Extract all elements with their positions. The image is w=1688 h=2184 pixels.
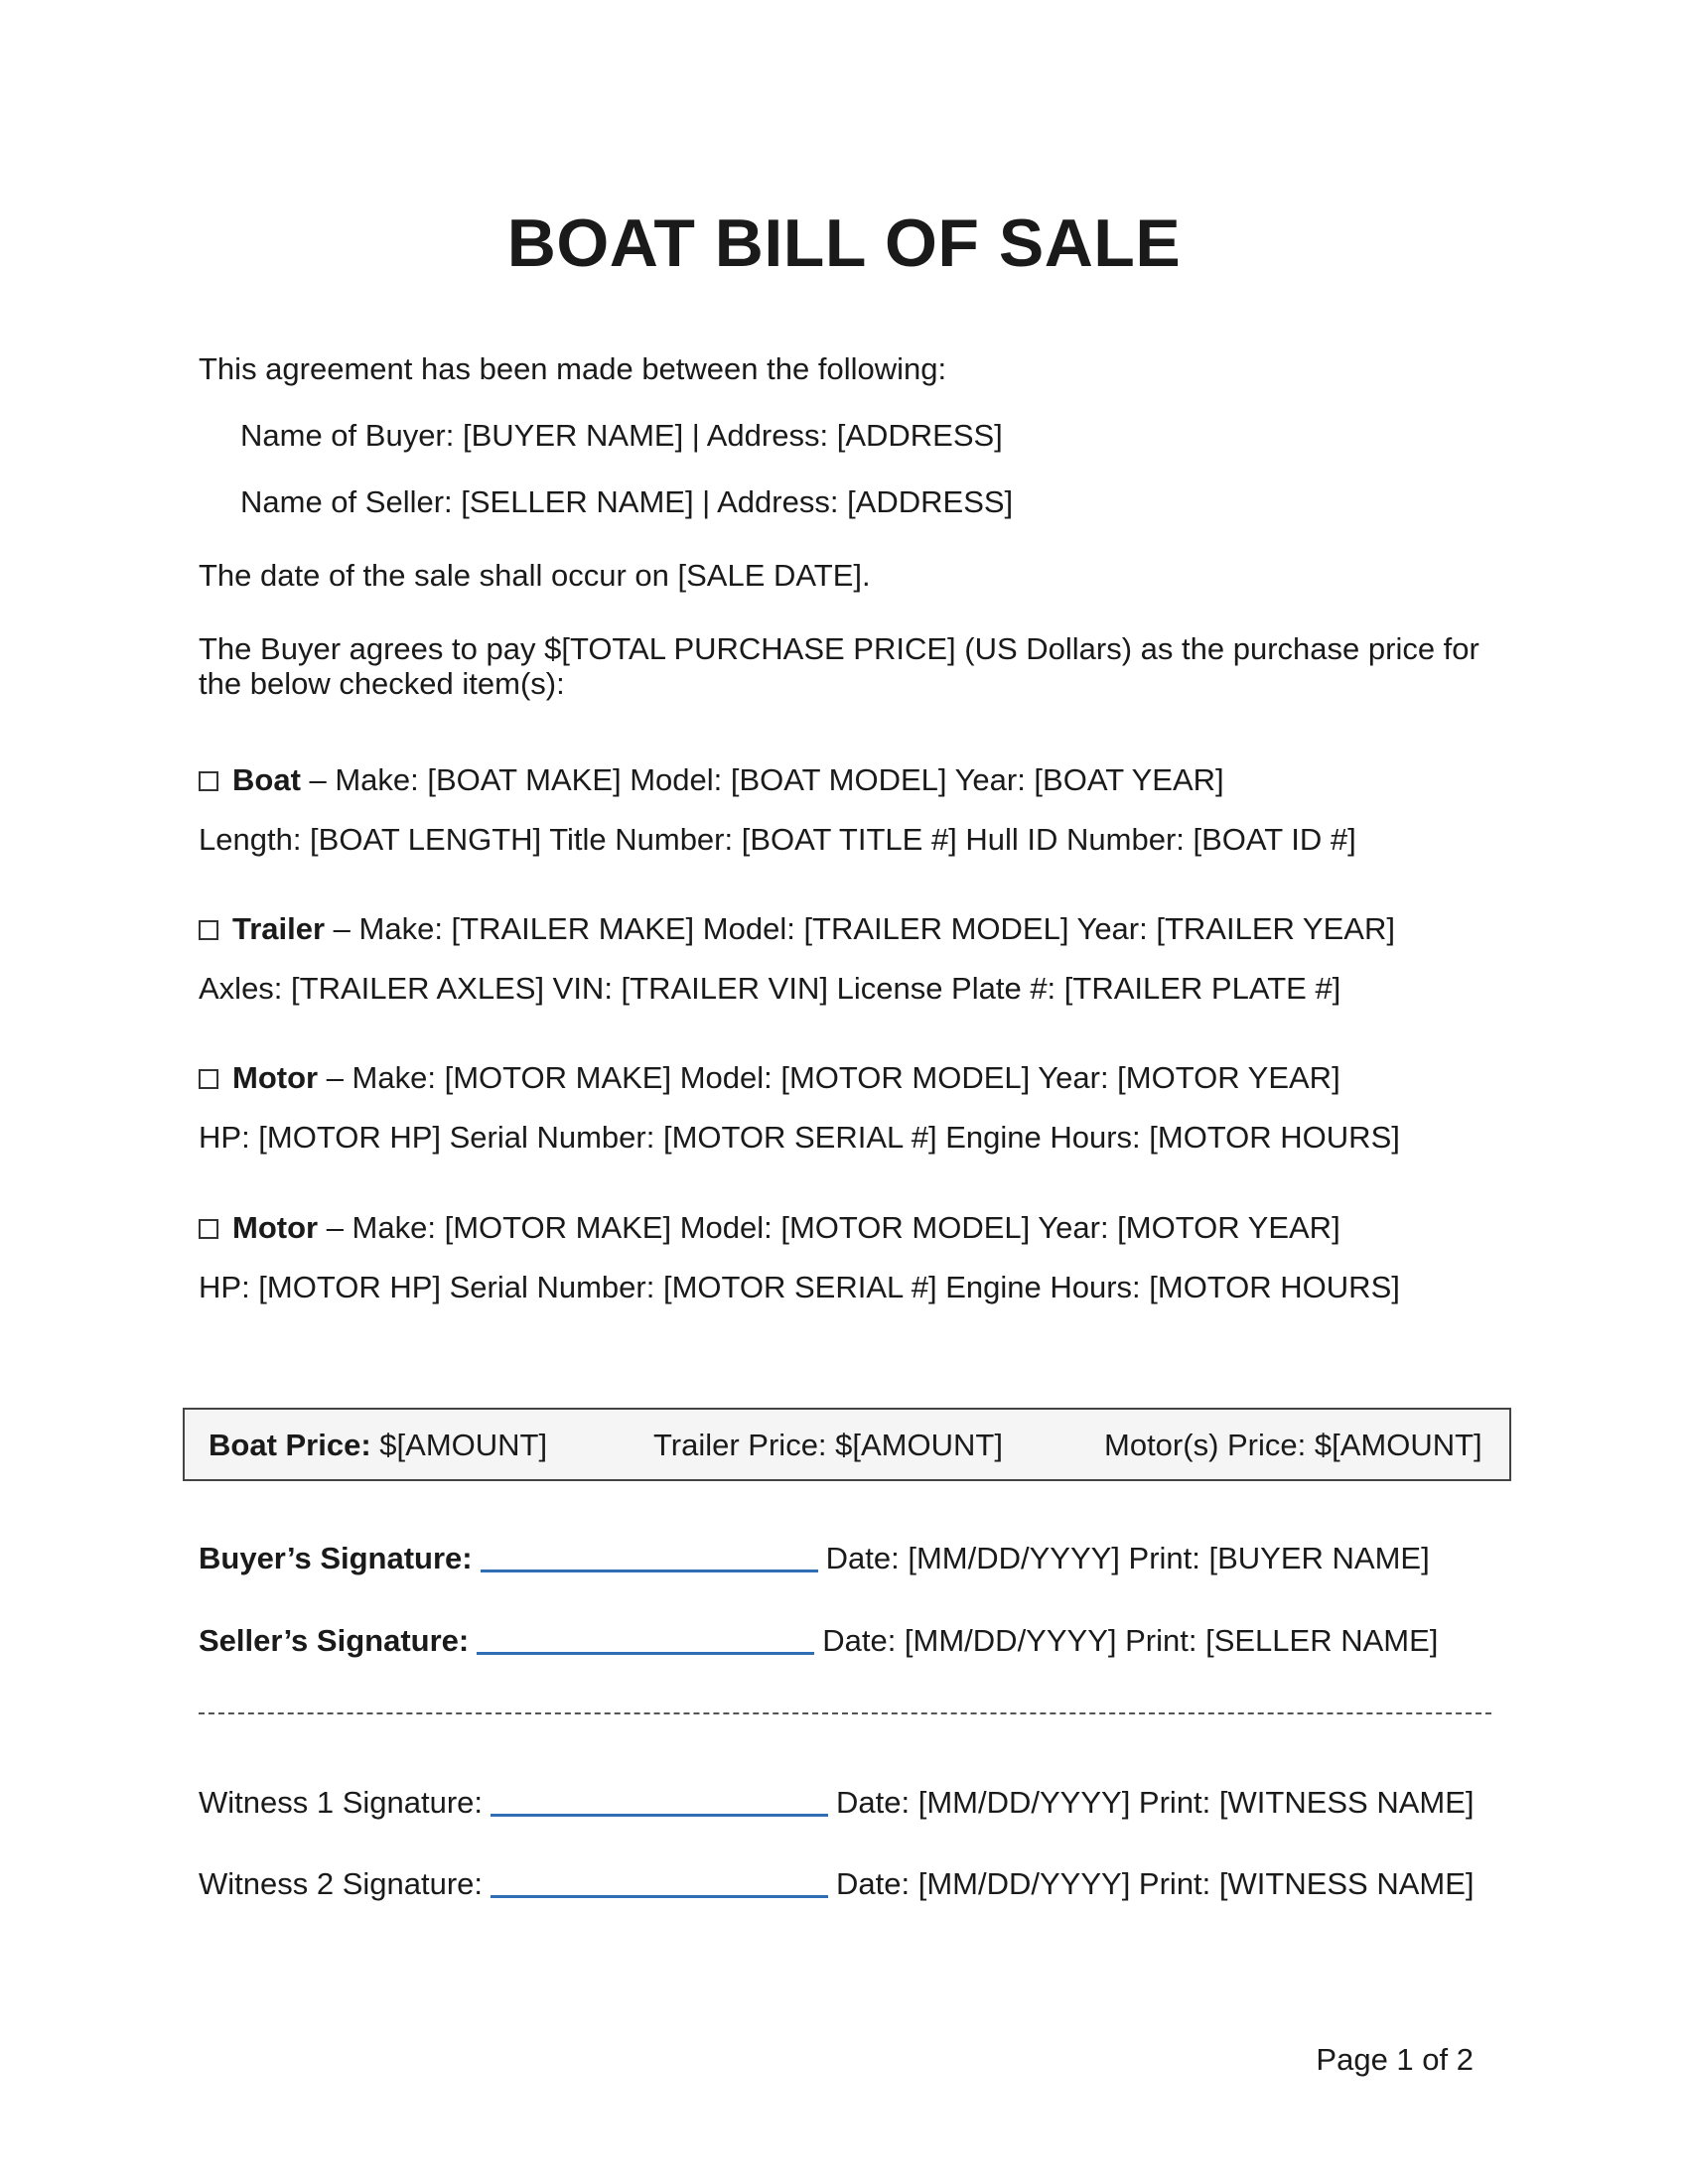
trailer-price: Trailer Price: $[AMOUNT] <box>653 1428 1003 1462</box>
item-detail: – Make: [TRAILER MAKE] Model: [TRAILER MODEL] Year: [TRAILER YEAR] <box>325 911 1395 946</box>
buyer-signature-label: Buyer’s Signature: <box>199 1541 473 1575</box>
item-label: Motor <box>232 1060 319 1095</box>
item-label: Trailer <box>232 911 326 946</box>
item-detail: – Make: [MOTOR MAKE] Model: [MOTOR MODEL] Year: [MOTOR YEAR] <box>318 1210 1340 1245</box>
witness-1-signature-row <box>199 1783 1475 1823</box>
buyer-signature-row <box>199 1539 1430 1578</box>
buyer-line: Name of Buyer: [BUYER NAME] | Address: [ADDRESS] <box>240 418 1003 453</box>
seller-signature-row <box>199 1621 1438 1661</box>
seller-signature-field[interactable] <box>477 1624 814 1655</box>
item-motor-2-line-2: HP: [MOTOR HP] Serial Number: [MOTOR SERIAL #] Engine Hours: [MOTOR HOURS] <box>199 1270 1400 1304</box>
motor-1-checkbox[interactable] <box>199 1069 218 1089</box>
witness-1-signature-label: Witness 1 Signature: <box>199 1785 484 1820</box>
item-detail: – Make: [MOTOR MAKE] Model: [MOTOR MODEL] Year: [MOTOR YEAR] <box>318 1060 1340 1095</box>
witness-2-signature-label: Witness 2 Signature: <box>199 1866 484 1901</box>
boat-price-label: Boat Price: <box>209 1428 371 1462</box>
item-motor-1-line-1 <box>199 1058 1340 1098</box>
item-motor-2-line-1 <box>199 1208 1340 1248</box>
witness-2-signature-details: Date: [MM/DD/YYYY] Print: [WITNESS NAME] <box>836 1866 1475 1901</box>
sale-date-line: The date of the sale shall occur on [SALE DATE]. <box>199 558 871 593</box>
boat-price-value: $[AMOUNT] <box>370 1428 548 1462</box>
buyer-signature-field[interactable] <box>481 1542 818 1572</box>
item-motor-1-line-2: HP: [MOTOR HP] Serial Number: [MOTOR SERIAL #] Engine Hours: [MOTOR HOURS] <box>199 1120 1400 1155</box>
item-trailer-line-1 <box>199 909 1395 949</box>
boat-price <box>209 1426 547 1465</box>
witness-1-signature-details: Date: [MM/DD/YYYY] Print: [WITNESS NAME] <box>836 1785 1475 1820</box>
seller-signature-label: Seller’s Signature: <box>199 1623 470 1658</box>
item-boat-line-2: Length: [BOAT LENGTH] Title Number: [BOAT TITLE #] Hull ID Number: [BOAT ID #] <box>199 822 1356 857</box>
item-label: Boat <box>232 762 301 797</box>
document-title: BOAT BILL OF SALE <box>506 205 1182 281</box>
witness-1-signature-field[interactable] <box>491 1786 828 1817</box>
seller-line: Name of Seller: [SELLER NAME] | Address: [ADDRESS] <box>240 484 1014 519</box>
item-label: Motor <box>232 1210 319 1245</box>
item-boat-line-1 <box>199 760 1224 800</box>
payment-line-1: The Buyer agrees to pay $[TOTAL PURCHASE PRICE] (US Dollars) as the purchase price for <box>199 631 1479 666</box>
motor-price: Motor(s) Price: $[AMOUNT] <box>1104 1428 1482 1462</box>
price-summary-box <box>183 1408 1511 1481</box>
witness-2-signature-row <box>199 1864 1475 1904</box>
motor-2-checkbox[interactable] <box>199 1219 218 1239</box>
intro-text: This agreement has been made between the following: <box>199 351 947 386</box>
buyer-signature-details: Date: [MM/DD/YYYY] Print: [BUYER NAME] <box>825 1541 1430 1575</box>
dashed-divider <box>199 1712 1491 1714</box>
payment-line-2: the below checked item(s): <box>199 666 565 701</box>
item-detail: – Make: [BOAT MAKE] Model: [BOAT MODEL] Year: [BOAT YEAR] <box>300 762 1224 797</box>
seller-signature-details: Date: [MM/DD/YYYY] Print: [SELLER NAME] <box>822 1623 1439 1658</box>
trailer-checkbox[interactable] <box>199 920 218 940</box>
witness-2-signature-field[interactable] <box>491 1867 828 1898</box>
page-number: Page 1 of 2 <box>1316 2042 1474 2077</box>
item-trailer-line-2: Axles: [TRAILER AXLES] VIN: [TRAILER VIN] License Plate #: [TRAILER PLATE #] <box>199 971 1341 1006</box>
boat-checkbox[interactable] <box>199 771 218 791</box>
